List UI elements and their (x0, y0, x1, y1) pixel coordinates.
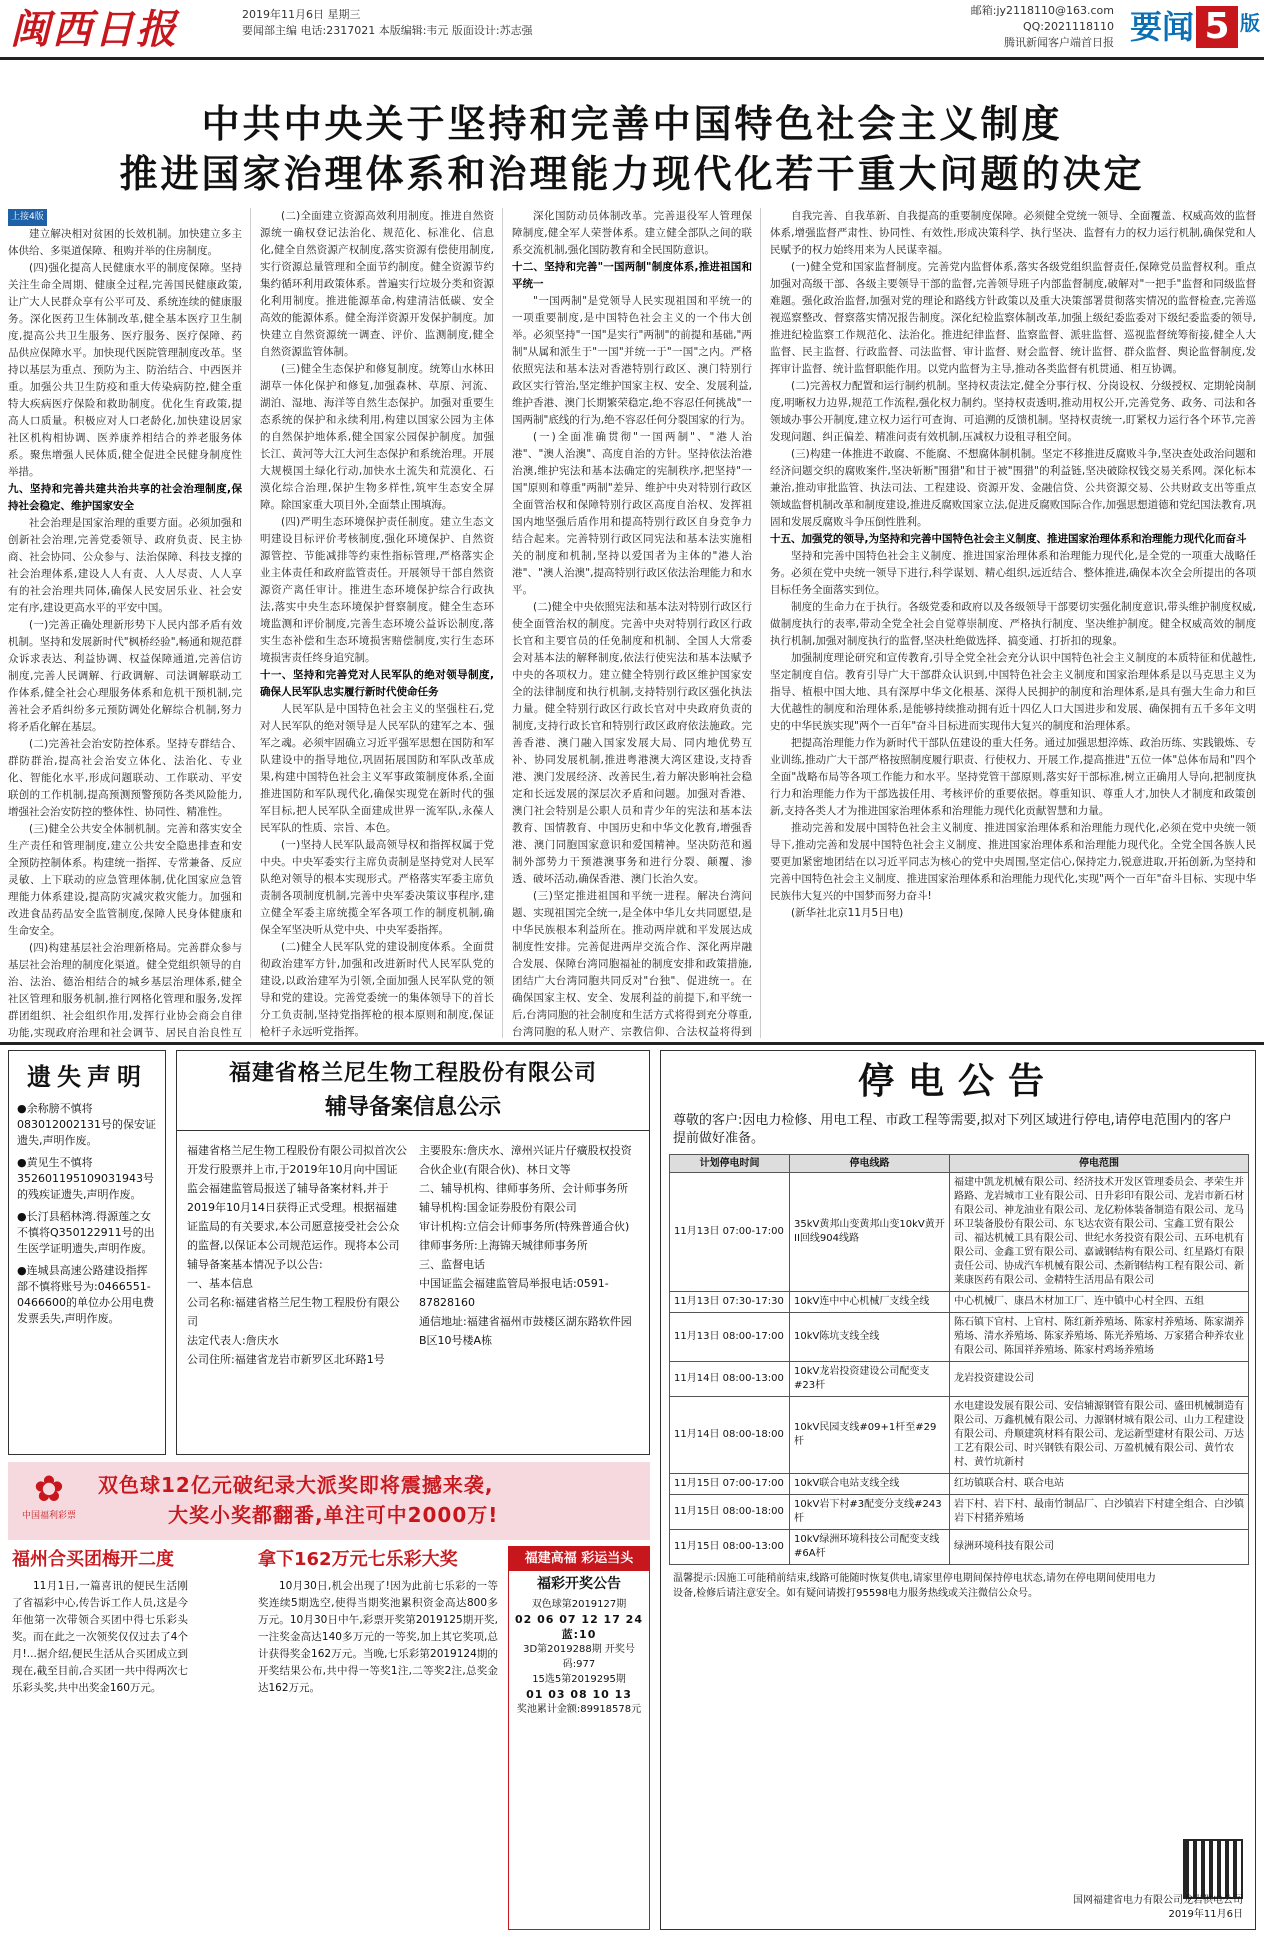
article-paragraph: (三)健全公共安全体制机制。完善和落实安全生产责任和管理制度,建立公共安全隐患排查和安全预防控制体系。构建统一指挥、专常兼备、反应灵敏、上下联动的应急管理体制,优化国家应急管理能力体系建设,提高防灾减灾救灾能力。加强和改进食品药品安全监管制度,保障人民身体健康和生命安全。 (8, 823, 242, 937)
article-paragraph: (二)全面建立资源高效利用制度。推进自然资源统一确权登记法治化、规范化、标准化、信息化,健全自然资源产权制度,落实资源有偿使用制度,实行资源总量管理和全面节约制度。健全资源节约集约循环利用政策体系。普遍实行垃圾分类和资源化利用制度。推进能源革命,构建清洁低碳、安全高效的能源体系。健全海洋资源开发保护制度。加快建立自然资源统一调查、评价、监测制度,健全自然资源监管体制。 (260, 210, 494, 358)
outage-date: 2019年11月6日 (1168, 1908, 1243, 1920)
story-1-title: 福州合买团梅开二度 (12, 1549, 174, 1570)
article-paragraph: 自我完善、自我革新、自我提高的重要制度保障。必须健全党统一领导、全面覆盖、权威高效的监督体系,增强监督严肃性、协同性、有效性,形成决策科学、执行坚决、监督有力的权力运行机制,确保党和人民赋予的权力始终用来为人民谋幸福。 (770, 210, 1256, 256)
lottery-banner (8, 1462, 650, 1540)
article-paragraph: (二)完善权力配置和运行制约机制。坚持权责法定,健全分事行权、分岗设权、分级授权、定期轮岗制度,明晰权力边界,规范工作流程,强化权力制约。坚持权责透明,推动用权公开,完善党务、政务、司法和各领域办事公开制度,建立权力运行可查询、可追溯的反馈机制。坚持权责统一,盯紧权力运行各个环节,完善发现问题、纠正偏差、精准问责有效机制,压减权力设租寻租空间。 (770, 380, 1256, 443)
article-column-4 (770, 208, 1256, 1038)
lottery-ad (8, 1462, 650, 1930)
banner-line-1: 双色球12亿元破纪录大派奖即将震撼来袭, (98, 1473, 494, 1497)
headline-line-1: 中共中央关于坚持和完善中国特色社会主义制度 (201, 101, 1063, 146)
lost-notice (8, 1050, 166, 1455)
outage-row (670, 1173, 1249, 1292)
article-paragraph: 制度的生命力在于执行。各级党委和政府以及各级领导干部要切实强化制度意识,带头维护制度权威,做制度执行的表率,带动全党全社会自觉尊崇制度、严格执行制度、坚决维护制度。健全权威高效的制度执行机制,加强对制度执行的监督,坚决杜绝做选择、搞变通、打折扣的现象。 (770, 601, 1256, 647)
company-notice (176, 1050, 650, 1455)
article-paragraph: 建立解决相对贫困的长效机制。加快建立多主体供给、多渠道保障、租购并举的住房制度。 (8, 228, 242, 257)
outage-row (670, 1397, 1249, 1474)
outage-line: 35kV黄邦山变黄邦山变10kV黄开II回线904线路 (790, 1173, 950, 1292)
article-paragraph: (四)构建基层社会治理新格局。完善群众参与基层社会治理的制度化渠道。健全党组织领导的自治、法治、德治相结合的城乡基层治理体系,健全社区管理和服务机制,推行网格化管理和服务,发挥群团组织、社会组织作用,发挥行业协会商会自律功能,实现政府治理和社会调节、居民自治良性互 (8, 942, 242, 1038)
article-paragraph: 推动完善和发展中国特色社会主义制度、推进国家治理体系和治理能力现代化,必须在党中央统一领导下,推动完善和发展中国特色社会主义制度、推进国家治理体系和治理能力现代化。全党全国各族人民要更加紧密地团结在以习近平同志为核心的党中央周围,坚定信心,保持定力,锐意进取,开拓创新,为坚持和完善中国特色社会主义制度、推进国家治理体系和治理能力现代化,实现"两个一百年"奋斗目标、实现中华民族伟大复兴的中国梦而努力奋斗! (770, 822, 1256, 902)
article-paragraph: (新华社北京11月5日电) (791, 907, 904, 919)
lost-item: ●余称膀不慎将083012002131号的保安证遗失,声明作废。 (17, 1102, 156, 1148)
lost-item: ●黄见生不慎将352601195109031943号的残疾证遗失,声明作废。 (17, 1156, 154, 1202)
article-paragraph: (一)全面准确贯彻"一国两制"、"港人治港"、"澳人治澳"、高度自治的方针。坚持依法治港治澳,维护宪法和基本法确定的宪制秩序,把坚持"一国"原则和尊重"两制"差异、维护中央对特别行政区全面管治权和保障特别行政区高度自治权、发挥祖国内地坚强后盾作用和提高特别行政区自身竞争力结合起来。完善特别行政区同宪法和基本法实施相关的制度和机制,坚持以爱国者为主体的"港人治港"、"澳人治澳",提高特别行政区依法治理能力和水平。 (512, 431, 752, 596)
article-column-1 (8, 208, 242, 1038)
editor-line: 要闻部主编 电话:2317021 本版编辑:韦元 版面设计:苏志强 (242, 24, 533, 37)
story-2-text: 10月30日,机会出现了!因为此前七乐彩的一等奖连续5期选空,使得当期奖池累积资金高达800多万元。10月30日中午,彩票开奖第2019125期开奖,一注奖金高达140多万元的一等奖,加上其它奖项,总计获得奖金162万元。当晚,七乐彩第2019124期的开奖结果公布,共中得一等奖1注,二等奖2注,总奖金达162万元。 (258, 1580, 498, 1694)
outage-title: 停电公告 (857, 1060, 1058, 1102)
lottery-logo-icon: ✿ (33, 1469, 65, 1510)
draw-15x5-numbers: 01 03 08 10 13 (526, 1688, 632, 1702)
outage-row (670, 1495, 1249, 1530)
article-paragraph: 人民军队是中国特色社会主义的坚强柱石,党对人民军队的绝对领导是人民军队的建军之本、强军之魂。必须牢固确立习近平强军思想在国防和军队建设中的指导地位,巩固拓展国防和军队改革成果,构建中国特色社会主义军事政策制度体系,全面推进国防和军队现代化,确保实现党在新时代的强军目标,把人民军队全面建成世界一流军队,永葆人民军队的性质、宗旨、本色。 (260, 703, 494, 834)
section-heading: 十五、加强党的领导,为坚持和完善中国特色社会主义制度、推进国家治理体系和治理能力现代化而奋斗 (770, 533, 1247, 545)
outage-intro: 尊敬的客户:因电力检修、用电工程、市政工程等需要,拟对下列区域进行停电,请停电范围内的客户提前做好准备。 (673, 1112, 1232, 1146)
outage-area: 福建中凯龙机械有限公司、经济技术开发区管理委员会、孝荣生并路路、龙岩城市工业有限公司、日升彩印有限公司、龙岩市新石材有限公司、神龙油业有限公司、龙亿粉体装备制造有限公司、龙马环卫装备股份有限公司、东飞达农资有限公司、宝鑫工贸有限公司、福达机械工具有限公司、世纪水务投资有限公司、五环电机有限公司、金鑫工贸有限公司、嘉诚钢结构有限公司、红星路灯有限责任公司、协成汽车机械有限公司、杰新钢结构工程有限公司、新莱康医药有限公司、金精特生活用品有限公司 (950, 1173, 1249, 1292)
banner-line-2: 大奖小奖都翻番,单注可中2000万! (168, 1503, 499, 1527)
article-paragraph: (四)严明生态环境保护责任制度。建立生态文明建设目标评价考核制度,强化环境保护、自然资源管控、节能减排等约束性指标管理,严格落实企业主体责任和政府监管责任。开展领导干部自然资源资产离任审计。推进生态环境保护综合行政执法,落实中央生态环境保护督察制度。健全生态环境监测和评价制度,完善生态环境公益诉讼制度,落实生态补偿和生态环境损害赔偿制度,实行生态环境损害责任终身追究制。 (260, 516, 494, 664)
article-paragraph: 坚持和完善中国特色社会主义制度、推进国家治理体系和治理能力现代化,是全党的一项重大战略任务。必须在党中央统一领导下进行,科学谋划、精心组织,远近结合、整体推进,确保本次全会所提出的各项目标任务全面落实到位。 (770, 550, 1256, 596)
outage-signer: 国网福建省电力有限公司龙岩供电公司 (1073, 1895, 1243, 1906)
newspaper-logo: 闽西日报 (10, 6, 178, 53)
outage-area: 绿洲环境科技有限公司 (950, 1530, 1249, 1565)
draw-header: 福建高福 彩运当头 (509, 1547, 649, 1571)
article-paragraph: (一)健全党和国家监督制度。完善党内监督体系,落实各级党组织监督责任,保障党员监督权利。重点加强对高级干部、各级主要领导干部的监督,完善领导班子内部监督制度,破解对"一把手"监督和同级监督难题。强化政治监督,加强对党的理论和路线方针政策以及重大决策部署贯彻落实情况的监督检查,完善巡视巡察整改、督察落实情况报告制度。深化纪检监察体制改革,加强上级纪委监委对下级纪委监委的领导,推进纪检监察工作规范化、法治化。推进纪律监督、监察监督、派驻监督、巡视监督统筹衔接,健全人大监督、民主监督、行政监督、司法监督、审计监督、财会监督、统计监督、群众监督、舆论监督制度,发挥审计监督、统计监督职能作用。以党内监督为主导,推动各类监督有机贯通、相互协调。 (770, 261, 1256, 375)
section-divider (0, 1042, 1264, 1045)
story-2-title: 拿下162万元七乐彩大奖 (258, 1549, 458, 1570)
outage-area: 龙岩投资建设公司 (950, 1362, 1249, 1397)
qr-code-icon (1183, 1839, 1243, 1899)
article-column-2 (260, 208, 494, 1038)
outage-area: 红坊镇联合村、联合电站 (950, 1474, 1249, 1495)
article-paragraph: 社会治理是国家治理的重要方面。必须加强和创新社会治理,完善党委领导、政府负责、民主协商、社会协同、公众参与、法治保障、科技支撑的社会治理体系,建设人人有责、人人尽责、人人享有的社会治理共同体,确保人民安居乐业、社会安定有序,建设更高水平的平安中国。 (8, 517, 242, 614)
outage-notice (660, 1050, 1256, 1930)
article-paragraph: (一)完善正确处理新形势下人民内部矛盾有效机制。坚持和发展新时代"枫桥经验",畅通和规范群众诉求表达、利益协调、权益保障通道,完善信访制度,完善人民调解、行政调解、司法调解联动工作体系,健全社会心理服务体系和危机干预机制,完善社会矛盾纠纷多元预防调处化解综合机制,努力将矛盾化解在基层。 (8, 619, 242, 733)
outage-time: 11月13日 07:00-17:00 (670, 1173, 790, 1292)
lost-notice-title: 遗失声明 (27, 1062, 147, 1091)
article-paragraph: (二)健全中央依照宪法和基本法对特别行政区行使全面管治权的制度。完善中央对特别行政区行政长官和主要官员的任免制度和机制、全国人大常委会对基本法的解释制度,依法行使宪法和基本法赋予中央的各项权力。建立健全特别行政区维护国家安全的法律制度和执行机制,支持特别行政区强化执法力量。健全特别行政区行政长官对中央政府负责的制度,支持行政长官和特别行政区政府依法施政。完善香港、澳门融入国家发展大局、同内地优势互补、协同发展机制,推进粤港澳大湾区建设,支持香港、澳门发展经济、改善民生,着力解决影响社会稳定和长远发展的深层次矛盾和问题。加强对香港、澳门社会特别是公职人员和青少年的宪法和基本法教育、国情教育、中国历史和中华文化教育,增强香港、澳门同胞国家意识和爱国精神。坚决防范和遏制外部势力干预港澳事务和进行分裂、颠覆、渗透、破坏活动,确保香港、澳门长治久安。 (512, 601, 752, 885)
outage-area: 中心机械厂、康昌木材加工厂、连中镇中心村全四、五组 (950, 1292, 1249, 1313)
page-number: 5 (1196, 6, 1238, 48)
section-heading: 十一、坚持和完善党对人民军队的绝对领导制度,确保人民军队忠实履行新时代使命任务 (260, 669, 494, 698)
masthead (0, 0, 1264, 60)
outage-header-line: 停电线路 (790, 1154, 950, 1173)
draw-title: 福彩开奖公告 (537, 1575, 621, 1592)
outage-row (670, 1362, 1249, 1397)
lottery-logo-label: 中国福利彩票 (21, 1511, 76, 1521)
outage-line: 10kV岩下村#3配变分支线#243杆 (790, 1495, 950, 1530)
outage-row (670, 1530, 1249, 1565)
draw-results (508, 1546, 650, 1930)
outage-row (670, 1292, 1249, 1313)
outage-area: 水电建设发展有限公司、安信辅源钢管有限公司、盛田机械制造有限公司、万鑫机械有限公司、力源钢材城有限公司、山力工程建设有限公司、舟顺建筑材料有限公司、龙运新型建材有限公司、万达工艺有限公司、时兴钢铁有限公司、万盈机械有限公司、黄竹农村、黄竹坑新村 (950, 1397, 1249, 1474)
outage-line: 10kV陈坑支线全线 (790, 1313, 950, 1362)
article-paragraph: (二)健全人民军队党的建设制度体系。全面贯彻政治建军方针,加强和改进新时代人民军队党的建设,以政治建军为引领,全面加强人民军队党的领导和党的建设。完善党委统一的集体领导下的首长分工负责制,坚持党指挥枪的根本原则和制度,保证枪杆子永远听党指挥。 (260, 941, 494, 1038)
section-name: 要闻 (1129, 8, 1194, 46)
article-paragraph: (三)坚定推进祖国和平统一进程。解决台湾问题、实现祖国完全统一,是全体中华儿女共同愿望,是中华民族根本利益所在。推动两岸就和平发展达成制度性安排。完善促进两岸交流合作、深化两岸融合发展、保障台湾同胞福祉的制度安排和政策措施,团结广大台湾同胞共同反对"台独"、促进统一。在确保国家主权、安全、发展利益的前提下,和平统一后,台湾同胞的社会制度和生活方式将得到充分尊重,台湾同胞的私人财产、宗教信仰、合法权益将得到 (512, 890, 752, 1038)
article-paragraph: 把提高治理能力作为新时代干部队伍建设的重大任务。通过加强思想淬炼、政治历练、实践锻炼、专业训练,推动广大干部严格按照制度履行职责、行使权力、开展工作,提高推进"五位一体"总体布局和"四个全面"战略布局等各项工作能力和水平。坚持党管干部原则,落实好干部标准,树立正确用人导向,把制度执行力和治理能力作为干部选拔任用、考核评价的重要依据。尊重知识、尊重人才,加快人才制度和政策创新,支持各类人才为推进国家治理体系和治理能力现代化贡献智慧和力量。 (770, 737, 1256, 817)
column-divider (502, 208, 503, 1038)
column-divider (250, 208, 251, 1038)
outage-row (670, 1474, 1249, 1495)
welfare-lottery-logo (14, 1470, 84, 1530)
outage-row (670, 1313, 1249, 1362)
outage-time: 11月15日 07:00-17:00 (670, 1474, 790, 1495)
article-paragraph: (一)坚持人民军队最高领导权和指挥权属于党中央。中央军委实行主席负责制是坚持党对人民军队绝对领导的根本实现形式。严格落实军委主席负责制各项制度机制,完善中央军委决策议事程序,建立健全军委主席统揽全军各项工作的制度机制,确保全军坚决听从党中央、中央军委指挥。 (260, 839, 494, 936)
page-suffix: 版 (1240, 11, 1260, 35)
outage-area: 陈石镇下官村、上官村、陈红新养殖场、陈家村养殖场、陈家湖养殖场、清水养殖场、陈家养殖场、陈光养殖场、万家猪合种养农业有限公司、陈国祥养殖场、陈家村鸡场养殖场 (950, 1313, 1249, 1362)
lost-item: ●长汀县稻林湾.得源莲之女不慎将Q350122911号的出生医学证明遗失,声明作废。 (17, 1210, 155, 1256)
outage-header-time: 计划停电时间 (670, 1154, 790, 1173)
story-1-text: 11月1日,一篇喜讯的便民生活刚了省福彩中心,传告诉工作人员,这是今年他第一次带领合买团中得七乐彩头奖。而在此之一次领奖仅仅过去了4个月!...据介绍,便民生活从合买团成立到现在,截至目前,合买团一共中得两次七乐彩头奖,共中出奖金160万元。 (12, 1580, 188, 1694)
article-paragraph: (四)强化提高人民健康水平的制度保障。坚持关注生命全周期、健康全过程,完善国民健康政策,让广大人民群众享有公平可及、系统连续的健康服务。深化医药卫生体制改革,健全基本医疗卫生制度,提高公共卫生服务、医疗服务、医疗保障、药品供应保障水平。加快现代医院管理制度改革。坚持以基层为重点、预防为主、防治结合、中西医并重。加强公共卫生防疫和重大传染病防控,健全重特大疾病医疗保险和救助制度。优化生育政策,提高人口质量。积极应对人口老龄化,加快建设居家社区机构相协调、医养康养相结合的养老服务体系。聚焦增强人民体质,健全促进全民健身制度性举措。 (8, 262, 242, 478)
draw-15x5-issue: 15选5第2019295期 (532, 1674, 626, 1686)
headline-line-2: 推进国家治理体系和治理能力现代化若干重大问题的决定 (119, 151, 1145, 196)
outage-line: 10kV民园支线#09+1杆至#29杆 (790, 1397, 950, 1474)
draw-pool: 奖池累计金额:89918578元 (516, 1704, 642, 1716)
outage-footer: 温馨提示:因施工可能稍前结束,线路可能随时恢复供电,请家里停电期间保持停电状态,请勿在停电期间使用电力设备,检修后请注意安全。如有疑问请拨打95598电力服务热线或关注微信公众号。 (673, 1573, 1156, 1600)
outage-area: 岩下村、岩下村、最南竹制品厂、白沙镇岩下村建全组合、白沙镇岩下村猪养殖场 (950, 1495, 1249, 1530)
outage-signature (1073, 1894, 1243, 1921)
outage-table (669, 1154, 1249, 1566)
column-divider (760, 208, 761, 1038)
draw-issue: 双色球第2019127期 (531, 1599, 627, 1611)
section-heading: 十二、坚持和完善"一国两制"制度体系,推进祖国和平统一 (512, 261, 752, 290)
contact-qq: QQ:2021118110 (1022, 20, 1114, 33)
company-notice-left: 福建省格兰尼生物工程股份有限公司拟首次公开发行股票并上市,于2019年10月向中国证监会福建监管局报送了辅导备案材料,并于2019年10月14日获得正式受理。根据福建证监局的有关要求,本公司愿意接受社会公众的监督,以保证本公司规范运作。现将本公司辅导备案基本情况予以公告: 一、基本信息 公司名称:福建省格兰尼生物工程股份有限公司 法定代表人:詹庆水 公司住所:福建省龙岩市新罗区北环路1号 (187, 1144, 407, 1367)
outage-time: 11月15日 08:00-13:00 (670, 1530, 790, 1565)
company-notice-title: 福建省格兰尼生物工程股份有限公司 (228, 1060, 597, 1086)
company-notice-subtitle: 辅导备案信息公示 (177, 1093, 649, 1132)
lost-item: ●连城县高速公路建设指挥部不慎将账号为:0466551-0466600的单位办公用电费发票丢失,声明作废。 (17, 1264, 154, 1326)
outage-time: 11月13日 08:00-17:00 (670, 1313, 790, 1362)
article-body (8, 208, 1256, 1038)
outage-line: 10kV连中中心机械厂支线全线 (790, 1292, 950, 1313)
outage-time: 11月14日 08:00-18:00 (670, 1397, 790, 1474)
article-column-3 (512, 208, 752, 1038)
outage-line: 10kV联合电站支线全线 (790, 1474, 950, 1495)
contact-app: 腾讯新闻客户端首日报 (1004, 36, 1114, 49)
outage-line: 10kV绿洲环境科技公司配变支线#6A杆 (790, 1530, 950, 1565)
draw-3d: 3D第2019288期 开奖号码:977 (523, 1644, 635, 1671)
article-paragraph: (三)构建一体推进不敢腐、不能腐、不想腐体制机制。坚定不移推进反腐败斗争,坚决查处政治问题和经济问题交织的腐败案件,坚决斩断"围猎"和甘于被"围猎"的利益链,坚决破除权钱交易关系网。深化标本兼治,推动审批监管、执法司法、工程建设、资源开发、金融信贷、公共资源交易、公共财政支出等重点领域监督机制改革和制度建设,推进反腐败国家立法,促进反腐败国际合作,加强思想道德和党纪国法教育,巩固和发展反腐败斗争压倒性胜利。 (770, 448, 1256, 528)
company-notice-right: 主要股东:詹庆水、漳州兴证片仔癀股权投资合伙企业(有限合伙)、林日文等 二、辅导机构、律师事务所、会计师事务所 辅导机构:国金证券股份有限公司 审计机构:立信会计师事务所(特殊普通合伙) 律师事务所:上海锦天城律师事务所 三、监督电话 中国证监会福建监管局举报电话:0591-87828160 通信地址:福建省福州市鼓楼区湖东路软件园B区10号楼A栋 (419, 1144, 632, 1348)
contact-email: 邮箱:jy2118110@163.com (970, 4, 1114, 17)
issue-date: 2019年11月6日 星期三 (242, 8, 361, 21)
article-paragraph: 加强制度理论研究和宣传教育,引导全党全社会充分认识中国特色社会主义制度的本质特征和优越性,坚定制度自信。教育引导广大干部群众认识到,中国特色社会主义制度和国家治理体系是以马克思主义为指导、植根中国大地、具有深厚中华文化根基、深得人民拥护的制度和治理体系,是具有强大生命力和巨大优越性的制度和治理体系,是能够持续推动拥有近十四亿人口大国进步和发展、确保拥有五千多年文明史的中华民族实现"两个一百年"奋斗目标进而实现伟大复兴的制度和治理体系。 (770, 652, 1256, 732)
article-paragraph: 深化国防动员体制改革。完善退役军人管理保障制度,健全军人荣誉体系。建立健全部队之间的联系交流机制,强化国防教育和全民国防意识。 (512, 210, 752, 256)
outage-time: 11月15日 08:00-18:00 (670, 1495, 790, 1530)
article-paragraph: (二)完善社会治安防控体系。坚持专群结合、群防群治,提高社会治安立体化、法治化、专业化、智能化水平,形成问题联动、工作联动、平安联创的工作机制,提高预测预警预防各类风险能力,增强社会治安防控的整体性、协同性、精准性。 (8, 738, 242, 818)
outage-header-area: 停电范围 (950, 1154, 1249, 1173)
article-paragraph: (三)健全生态保护和修复制度。统筹山水林田湖草一体化保护和修复,加强森林、草原、河流、湖泊、湿地、海洋等自然生态保护。加强对重要生态系统的保护和永续利用,构建以国家公园为主体的自然保护地体系,健全国家公园保护制度。加强长江、黄河等大江大河生态保护和系统治理。开展大规模国土绿化行动,加快水土流失和荒漠化、石漠化综合治理,保护生物多样性,筑牢生态安全屏障。除国家重大项目外,全面禁止围填海。 (260, 363, 494, 511)
outage-line: 10kV龙岩投资建设公司配变支#23杆 (790, 1362, 950, 1397)
section-heading: 九、坚持和完善共建共治共享的社会治理制度,保持社会稳定、维护国家安全 (8, 483, 242, 512)
outage-time: 11月13日 07:30-17:30 (670, 1292, 790, 1313)
article-paragraph: "一国两制"是党领导人民实现祖国和平统一的一项重要制度,是中国特色社会主义的一个伟大创举。必须坚持"一国"是实行"两制"的前提和基础,"两制"从属和派生于"一国"并统一于"一国"之内。严格依照宪法和基本法对香港特别行政区、澳门特别行政区实行管治,坚定维护国家主权、安全、发展利益,维护香港、澳门长期繁荣稳定,绝不容忍任何挑战"一国两制"底线的行为,绝不容忍任何分裂国家的行为。 (512, 295, 752, 426)
continued-tag: 上接4版 (8, 209, 47, 226)
outage-time: 11月14日 08:00-13:00 (670, 1362, 790, 1397)
draw-numbers: 02 06 07 12 17 24 蓝:10 (515, 1613, 643, 1642)
